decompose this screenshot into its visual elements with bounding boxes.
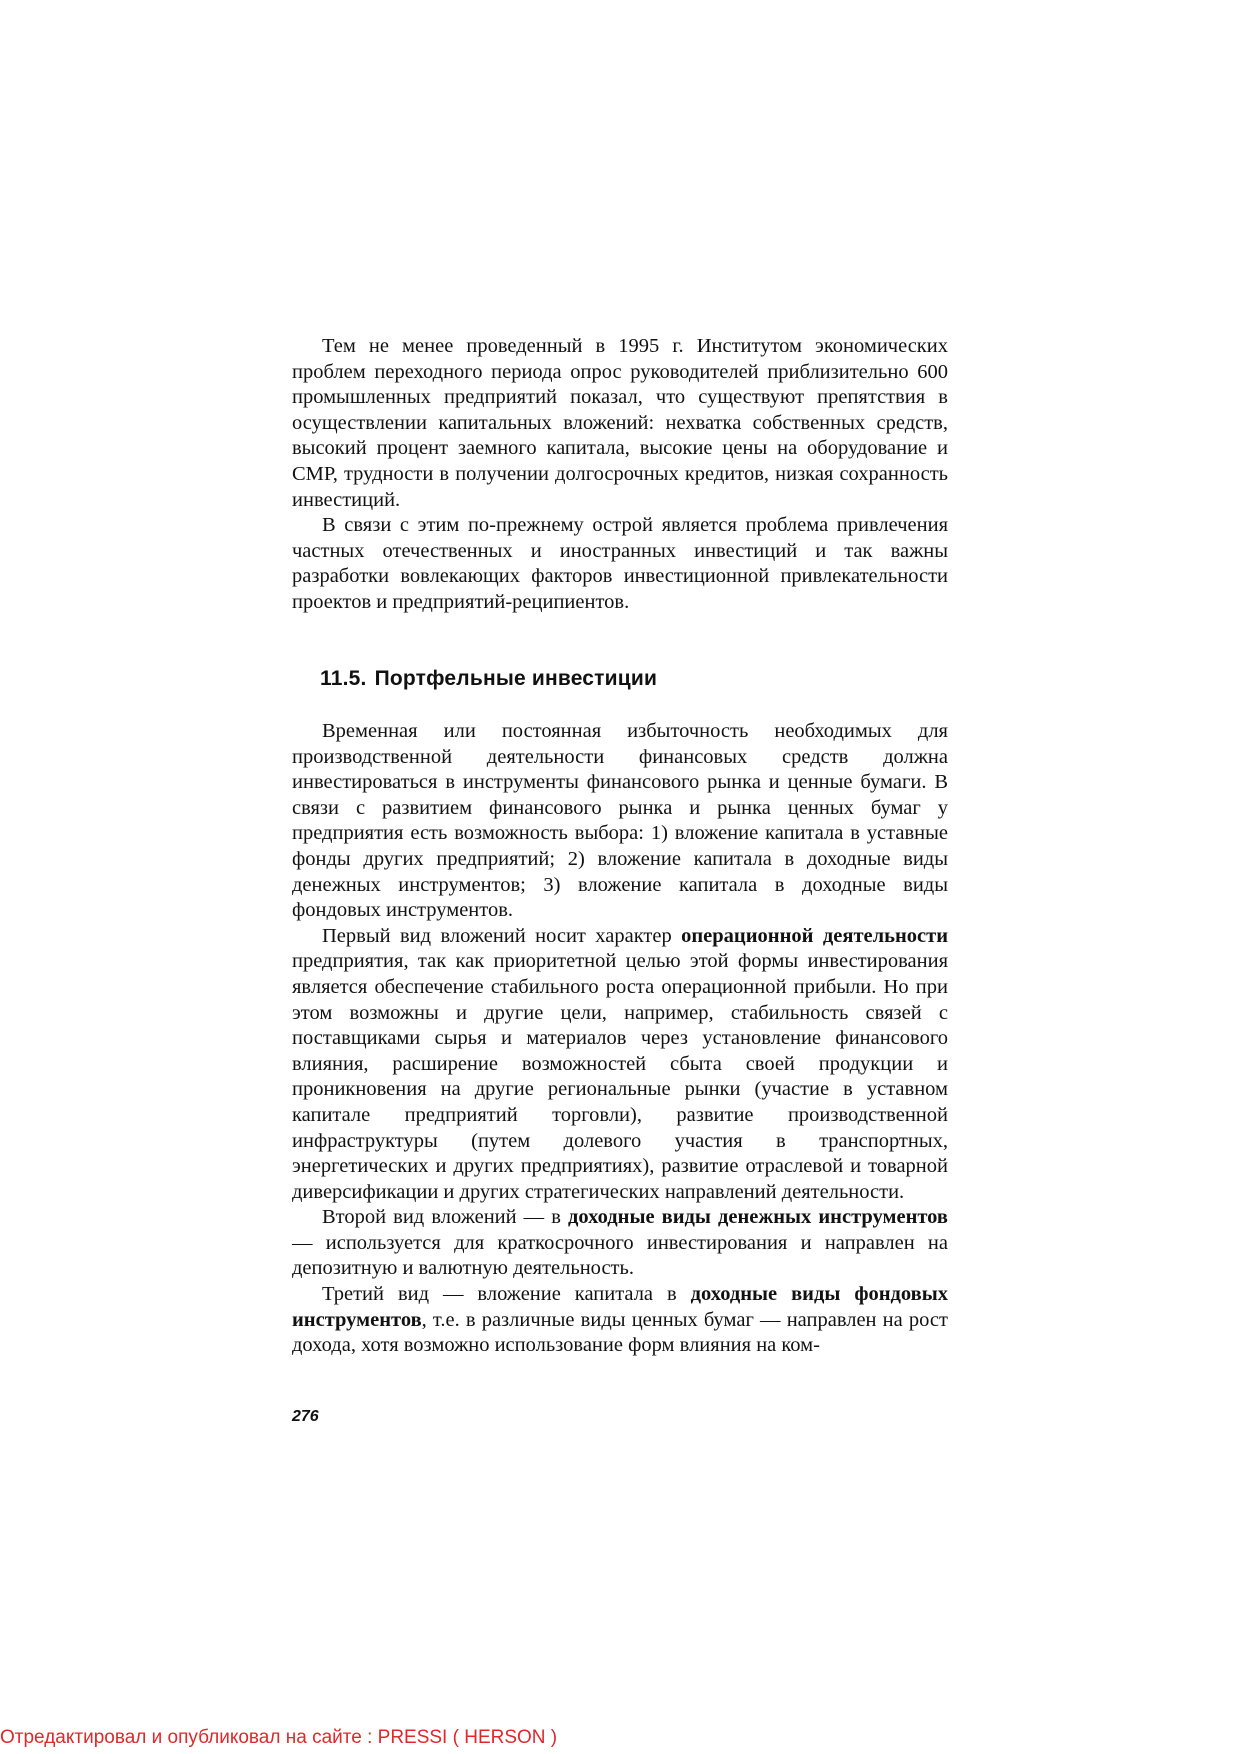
paragraph-text: — используется для краткосрочного инвестирования и направлен на депозитную и валютную деятельность. — [292, 1231, 948, 1280]
paragraph-text: Третий вид — вложение капитала в — [322, 1283, 691, 1306]
bold-term: операционной деятельности — [681, 924, 949, 947]
paragraph: В связи с этим по-прежнему острой является проблема привлечения частных отечественных и иностранных инвестиций и так важны разработки вовлекающих факторов инвестиционной привлекательности проектов и предприятий-реципиентов. — [292, 514, 948, 613]
text-block-main — [292, 719, 948, 1359]
bold-term: доходные виды фондовых инструментов — [292, 1283, 948, 1331]
section-heading — [320, 667, 657, 691]
paragraph — [292, 1205, 948, 1282]
section-number: 11.5. — [320, 667, 367, 690]
paragraph-text: предприятия, так как приоритетной целью этой формы инвестирования является обеспечение стабильного роста операционной прибыли. Но при этом возможны и другие цели, например, стабильность связей с поставщиками сырья и материалов через установление финансового влияния, расширение возможностей сбыта своей продукции и проникновения на другие региональные рынки (участие в уставном капитале предприятий торговли), развитие производственной инфраструктуры (путем долевого участия в транспортных, энергетических и других предприятиях), развитие отраслевой и товарной диверсификации и других стратегических направлений деятельности. — [292, 950, 948, 1203]
bold-term: доходные виды денежных инструментов — [568, 1206, 948, 1229]
text-block-top — [292, 334, 948, 616]
paragraph — [292, 1282, 948, 1359]
section-title: Портфельные инвестиции — [374, 667, 658, 690]
paragraph-text: , т.е. в различные виды ценных бумаг — направлен на рост дохода, хотя возможно использование форм влияния на ком- — [292, 1308, 948, 1357]
paragraph: Тем не менее проведенный в 1995 г. Институтом экономических проблем переходного периода опрос руководителей приблизительно 600 промышленных предприятий показал, что существуют препятствия в осуществлении капитальных вложений: нехватка собственных средств, высокий процент заемного капитала, высокие цены на оборудование и СМР, трудности в получении долгосрочных кредитов, низкая сохранность инвестиций. — [292, 335, 948, 511]
paragraph — [292, 924, 948, 1206]
paragraph: Временная или постоянная избыточность необходимых для производственной деятельности финансовых средств должна инвестироваться в инструменты финансового рынка и ценные бумаги. В связи с развитием финансового рынка и рынка ценных бумаг у предприятия есть возможность выбора: 1) вложение капитала в уставные фонды других предприятий; 2) вложение капитала в доходные виды денежных инструментов; 3) вложение капитала в доходные виды фондовых инструментов. — [292, 720, 948, 922]
paragraph-text: Первый вид вложений носит характер — [322, 924, 682, 947]
paragraph-text: Второй вид вложений — в — [322, 1206, 569, 1229]
page-number: 276 — [292, 1408, 319, 1425]
site-watermark: Отредактировал и опубликовал на сайте : PRESSI ( HERSON ) — [0, 1727, 558, 1748]
